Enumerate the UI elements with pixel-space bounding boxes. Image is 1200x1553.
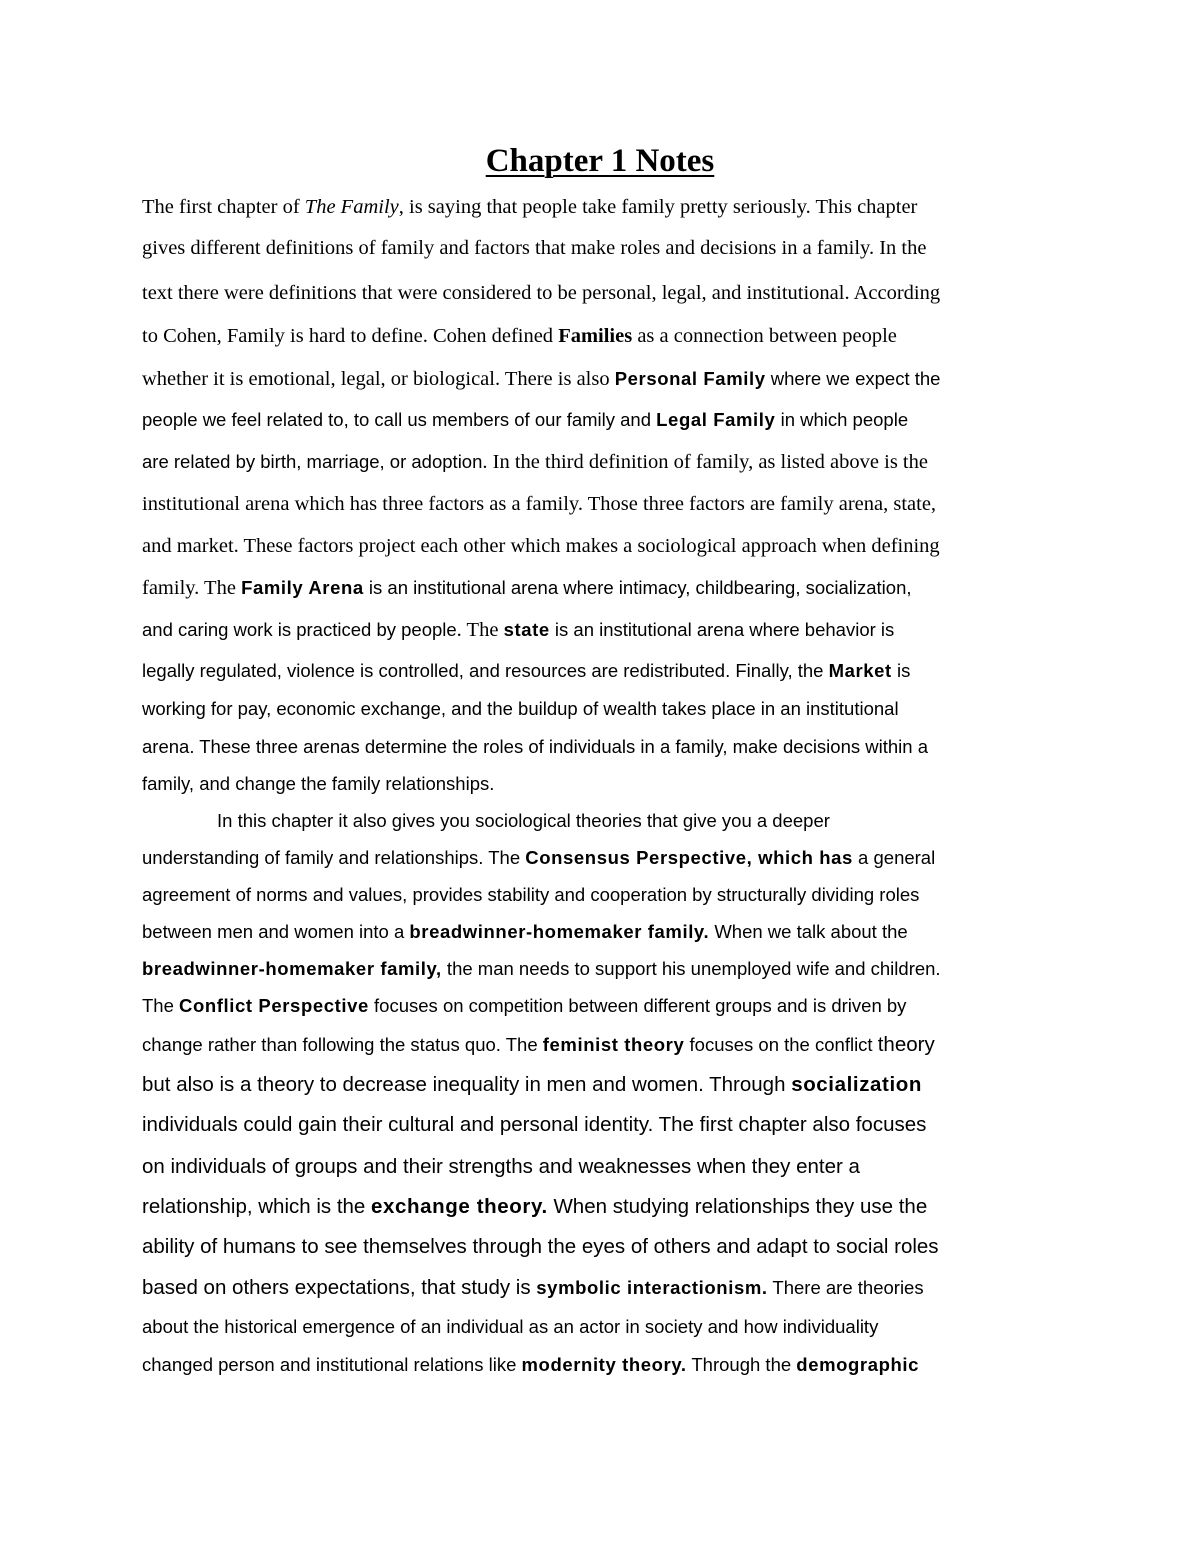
text-run: gives different definitions of family and factors that make roles and decisions in a family. In the — [142, 237, 927, 259]
bold-term: symbolic interactionism. — [536, 1277, 768, 1298]
text-run: is — [891, 660, 911, 681]
text-run: where we expect the — [765, 368, 941, 389]
text-run: to Cohen, Family is hard to define. Cohen defined — [142, 325, 559, 347]
text-run: relationship, which is the — [142, 1195, 372, 1218]
text-line — [142, 886, 919, 905]
text-run: and market. These factors project each other which makes a sociological approach when defining — [142, 535, 940, 557]
text-run: theory — [877, 1033, 935, 1056]
bold-term: exchange theory. — [371, 1195, 548, 1218]
bold-term: modernity theory. — [521, 1354, 687, 1375]
text-run: and caring work is practiced by people — [142, 619, 457, 640]
text-line — [142, 1035, 935, 1056]
bold-term: feminist theory — [542, 1034, 685, 1055]
text-run: The first chapter of — [142, 196, 305, 218]
bold-term: demographic — [796, 1354, 920, 1375]
text-run: When we talk about the — [709, 921, 908, 942]
text-line — [142, 775, 494, 794]
bold-term: Family Arena — [241, 577, 364, 598]
text-line — [142, 960, 941, 979]
text-run: agreement of norms and values, provides stability and cooperation by structurally dividing roles — [142, 884, 920, 905]
text-run: whether it is emotional, legal, or biological. There is also — [142, 368, 615, 390]
italic-title: The Family — [304, 196, 399, 218]
text-run: text there were definitions that were considered to be personal, legal, and institutional. According — [142, 282, 941, 304]
text-run: understanding of family and relationships. The — [142, 847, 526, 868]
text-line — [217, 812, 830, 831]
text-run: between men and women into a — [142, 921, 410, 942]
text-run: focuses on the conflict — [684, 1034, 878, 1055]
text-line — [142, 283, 940, 304]
text-run: There are theories — [767, 1277, 924, 1298]
text-line — [142, 1237, 939, 1258]
text-run: change rather than following the status quo. The — [142, 1034, 543, 1055]
bold-term: Market — [828, 660, 892, 681]
text-run: institutional arena which has three factors as a family. Those three factors are family arena, state, — [142, 493, 937, 515]
text-run: based on others expectations, that study is — [142, 1276, 537, 1299]
text-run: in which people — [775, 409, 909, 430]
text-line — [142, 662, 910, 681]
text-line — [142, 197, 917, 218]
text-run: . The — [456, 619, 504, 641]
text-run: family, and change the family relationships. — [142, 773, 495, 794]
text-run: are related by birth, marriage, or adoption — [142, 451, 483, 472]
bold-term: Conflict Perspective — [179, 995, 369, 1016]
text-run: as a connection between people — [632, 325, 897, 347]
text-line — [142, 238, 926, 259]
text-run: arena. These three arenas determine the roles of individuals in a family, make decisions within a — [142, 736, 928, 757]
text-line — [142, 1075, 922, 1096]
text-line — [142, 536, 940, 557]
text-run: focuses on competition between different groups and is driven by — [368, 995, 907, 1016]
text-line — [142, 411, 908, 430]
text-line — [142, 997, 906, 1016]
text-line — [142, 1278, 924, 1299]
text-run: individuals could gain their cultural and personal identity. The first chapter also focuses — [142, 1113, 927, 1136]
text-line — [142, 1318, 878, 1337]
text-line — [142, 578, 912, 599]
text-line — [142, 849, 935, 868]
text-line — [142, 923, 908, 942]
text-run: the man needs to support his unemployed wife and children. — [441, 958, 941, 979]
text-run: ability of humans to see themselves through the eyes of others and adapt to social roles — [142, 1235, 939, 1258]
text-line — [142, 326, 897, 347]
text-run: family. The — [142, 577, 242, 599]
text-run: but also is a theory to decrease inequality in men and women. Through — [142, 1073, 792, 1096]
text-line — [142, 369, 940, 390]
page-title: Chapter 1 Notes — [485, 143, 715, 179]
text-line — [142, 738, 928, 757]
bold-term: Legal Family — [656, 409, 776, 430]
text-run: legally regulated, violence is controlled, and resources are redistributed. Finally, the — [142, 660, 829, 681]
bold-term: Personal Family — [614, 368, 766, 389]
text-line — [142, 1356, 919, 1375]
text-line — [142, 620, 894, 641]
bold-term: socialization — [791, 1073, 923, 1096]
text-run: The — [142, 995, 180, 1016]
bold-term: breadwinner-homemaker family, — [142, 958, 442, 979]
text-run: is an institutional arena where intimacy, childbearing, socialization, — [363, 577, 912, 598]
text-run: people we feel related to, to call us members of our family and — [142, 409, 657, 430]
text-line — [142, 1157, 860, 1178]
text-line — [142, 700, 899, 719]
text-run: When studying relationships they use the — [547, 1195, 928, 1218]
text-line — [142, 452, 928, 473]
text-run: a general — [852, 847, 936, 868]
text-run: about the historical emergence of an individual as an actor in society and how individuality — [142, 1316, 879, 1337]
text-line — [142, 1197, 927, 1218]
text-run: is an institutional arena where behavior is — [549, 619, 895, 640]
text-run: changed person and institutional relations like — [142, 1354, 522, 1375]
text-run: In this chapter it also gives you sociological theories that give you a deeper — [217, 810, 830, 831]
bold-term: Families — [558, 325, 633, 347]
text-run: on individuals of groups and their strengths and weaknesses when they enter a — [142, 1155, 860, 1178]
bold-term: Consensus Perspective, which has — [525, 847, 853, 868]
bold-term: state — [503, 619, 550, 640]
text-run: . In the third definition of family, as listed above is the — [482, 451, 928, 473]
text-line — [142, 1115, 926, 1136]
text-run: , is saying that people take family pretty seriously. This chapter — [398, 196, 918, 218]
text-run: Through the — [686, 1354, 797, 1375]
text-line — [142, 494, 936, 515]
bold-term: breadwinner-homemaker family. — [409, 921, 710, 942]
text-run: working for pay, economic exchange, and the buildup of wealth takes place in an institutional — [142, 698, 899, 719]
